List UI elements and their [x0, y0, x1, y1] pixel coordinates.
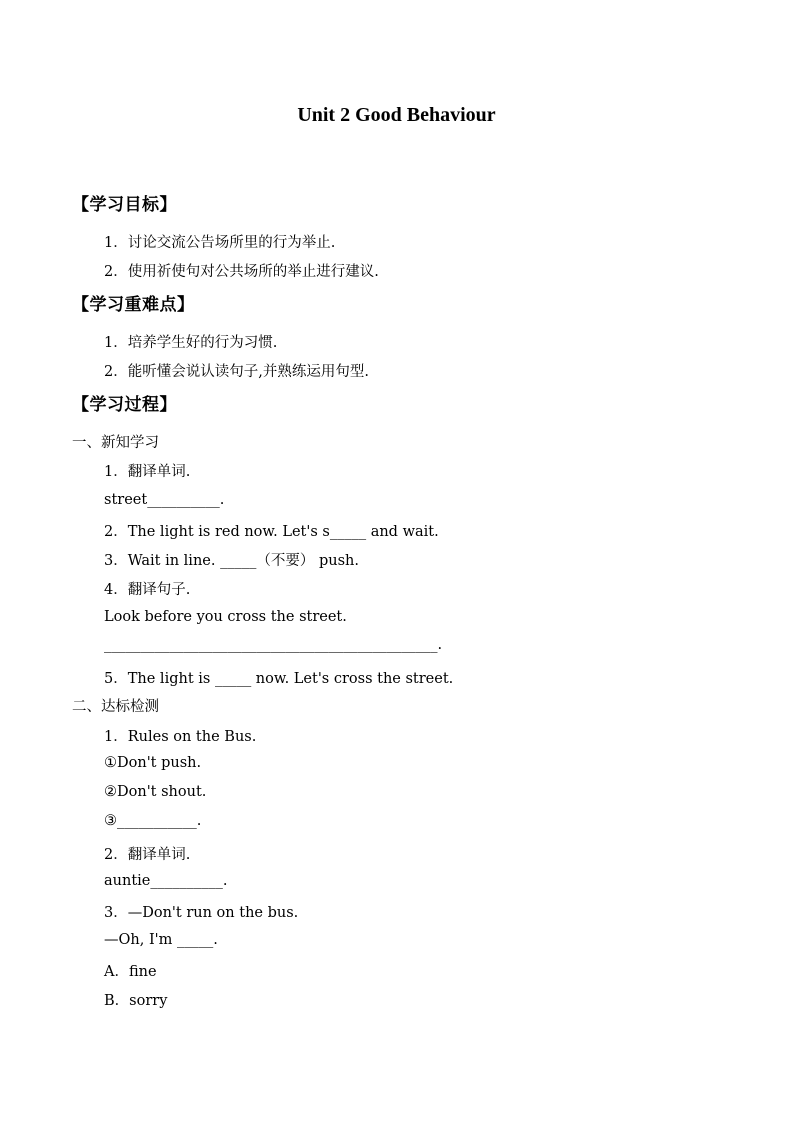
part1-answer-line: ______________________________________________. — [104, 637, 443, 653]
part1-line: 5．The light is _____ now. Let's cross the street. — [104, 671, 454, 687]
part1-line: Look before you cross the street. — [104, 609, 347, 625]
part2-line: ①Don't push. — [104, 755, 202, 771]
part2-line: —Oh, I'm _____. — [104, 932, 218, 948]
part2-heading: 二、达标检测 — [72, 699, 159, 715]
process-heading: 【学习过程】 — [72, 395, 177, 415]
part2-line: 3．—Don't run on the bus. — [104, 905, 299, 921]
part2-line: 2．翻译单词. — [104, 847, 191, 863]
part1-line: 3．Wait in line. _____（不要） push. — [104, 553, 359, 569]
option-a: A．fine — [104, 964, 157, 980]
part1-line: 1．翻译单词. — [104, 464, 191, 480]
part2-line: ②Don't shout. — [104, 784, 207, 800]
part2-line: ③___________. — [104, 813, 202, 829]
goals-item-2: 2．使用祈使句对公共场所的举止进行建议. — [104, 264, 379, 280]
goals-item-1: 1．讨论交流公告场所里的行为举止. — [104, 235, 336, 251]
key-points-heading: 【学习重难点】 — [72, 295, 195, 315]
goals-heading: 【学习目标】 — [72, 195, 177, 215]
part2-line: auntie__________. — [104, 873, 228, 889]
part1-line: 4．翻译句子. — [104, 582, 191, 598]
part1-heading: 一、新知学习 — [72, 435, 159, 451]
option-b: B．sorry — [104, 993, 168, 1009]
part2-line: 1．Rules on the Bus. — [104, 729, 257, 745]
part1-line: street__________. — [104, 492, 225, 508]
key-points-item-2: 2．能听懂会说认读句子,并熟练运用句型. — [104, 364, 369, 380]
part1-line: 2．The light is red now. Let's s_____ and wait. — [104, 524, 439, 540]
page-title: Unit 2 Good Behaviour — [297, 104, 496, 126]
key-points-item-1: 1．培养学生好的行为习惯. — [104, 335, 278, 351]
